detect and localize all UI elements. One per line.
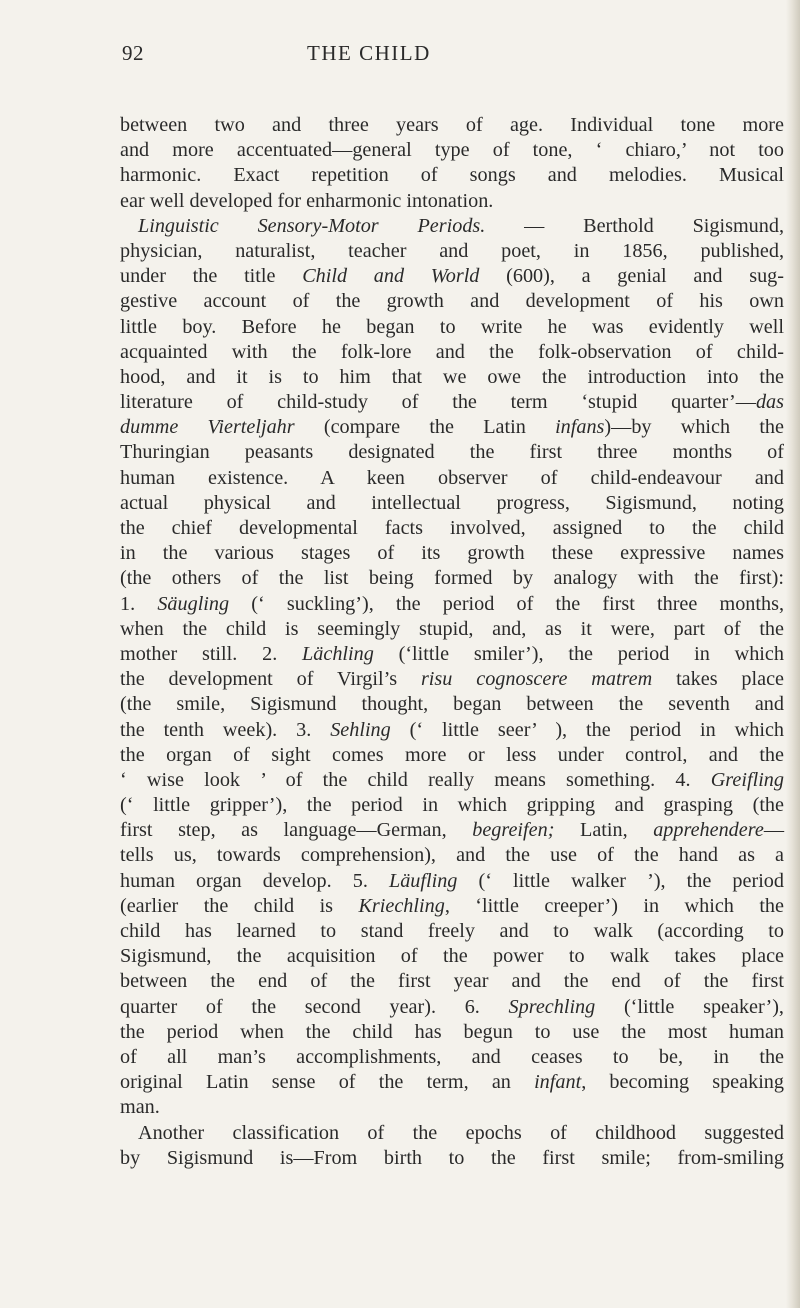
italic-term: Sprechling bbox=[508, 995, 596, 1018]
italic-term: begreifen; bbox=[472, 819, 555, 842]
text-line: hood, and it is to him that we owe the introduction into the bbox=[120, 365, 784, 388]
text-line: ear well developed for enharmonic intonation. bbox=[120, 189, 494, 212]
text-line: Another classification of the epochs of childhood suggested bbox=[138, 1121, 784, 1144]
text-line: of all man’s accomplishments, and ceases to be, in the bbox=[120, 1045, 784, 1068]
text-line: dumme Vierteljahr (compare the Latin infans)—by which the bbox=[120, 416, 784, 439]
running-head bbox=[122, 41, 682, 71]
italic-term: dumme Vierteljahr bbox=[120, 416, 295, 439]
text-line: under the title Child and World (600), a genial and sug- bbox=[120, 265, 784, 288]
text-line: ‘ wise look ’ of the child really means something. 4. Greifling bbox=[120, 768, 784, 791]
italic-term: Kriechling bbox=[358, 894, 445, 917]
text-line: and more accentuated—general type of tone, ‘ chiaro,’ not too bbox=[120, 139, 784, 162]
italic-term: Sehling bbox=[330, 718, 391, 741]
text-line: mother still. 2. Lächling (‘little smiler’), the period in which bbox=[120, 642, 784, 665]
text-line: little boy. Before he began to write he was evidently well bbox=[120, 315, 784, 338]
text-line: actual physical and intellectual progress, Sigismund, noting bbox=[120, 491, 784, 514]
text-line: Linguistic Sensory-Motor Periods. — Berthold Sigismund, bbox=[138, 214, 784, 237]
running-title: THE CHILD bbox=[307, 41, 431, 65]
text-line: man. bbox=[120, 1096, 160, 1119]
text-line: the period when the child has begun to use the most human bbox=[120, 1020, 784, 1043]
text-line: physician, naturalist, teacher and poet, in 1856, published, bbox=[120, 239, 784, 262]
text-line: human organ develop. 5. Läufling (‘ little walker ’), the period bbox=[120, 869, 784, 892]
italic-term: das bbox=[755, 391, 784, 414]
text-line: by Sigismund is—From birth to the first smile; from-smiling bbox=[120, 1146, 784, 1169]
text-line: (the others of the list being formed by analogy with the first): bbox=[120, 567, 784, 590]
text-line: quarter of the second year). 6. Sprechling (‘little speaker’), bbox=[120, 995, 784, 1018]
italic-term: Läufling bbox=[388, 869, 458, 892]
text-line: the tenth week). 3. Sehling (‘ little seer’ ), the period in which bbox=[120, 718, 785, 741]
text-line: original Latin sense of the term, an infant, becoming speaking bbox=[120, 1071, 784, 1094]
body-text bbox=[120, 113, 784, 1171]
text-line: literature of child-study of the term ‘stupid quarter’—das bbox=[120, 391, 784, 414]
text-line: harmonic. Exact repetition of songs and melodies. Musical bbox=[120, 164, 784, 187]
italic-term: risu cognoscere matrem bbox=[420, 668, 653, 691]
text-line: in the various stages of its growth these expressive names bbox=[120, 542, 784, 565]
page-number: 92 bbox=[122, 41, 144, 65]
text-line: the organ of sight comes more or less under control, and the bbox=[120, 743, 784, 766]
text-line: 1. Säugling (‘ suckling’), the period of the first three months, bbox=[120, 592, 785, 615]
text-line: between two and three years of age. Individual tone more bbox=[120, 114, 784, 136]
text-line: Thuringian peasants designated the first three months of bbox=[120, 441, 784, 464]
text-line: first step, as language—German, begreifen; Latin, apprehendere— bbox=[120, 819, 784, 842]
italic-term: Säugling bbox=[157, 592, 230, 615]
text-line: tells us, towards comprehension), and the use of the hand as a bbox=[120, 844, 784, 867]
text-line: (‘ little gripper’), the period in which gripping and grasping (the bbox=[120, 794, 784, 817]
italic-term: apprehendere bbox=[653, 819, 764, 842]
text-line: acquainted with the folk-lore and the folk-observation of child- bbox=[120, 340, 784, 363]
text-line: when the child is seemingly stupid, and, as it were, part of the bbox=[120, 617, 784, 640]
text-line: Sigismund, the acquisition of the power to walk takes place bbox=[120, 945, 784, 968]
page-edge bbox=[786, 0, 800, 1308]
text-line: gestive account of the growth and development of his own bbox=[120, 290, 784, 313]
italic-term: Child and World bbox=[302, 265, 480, 288]
text-line: (the smile, Sigismund thought, began between the seventh and bbox=[120, 693, 784, 716]
text-line: child has learned to stand freely and to walk (according to bbox=[120, 920, 784, 942]
italic-term: Lächling bbox=[302, 642, 374, 665]
italic-term: infans bbox=[555, 416, 605, 439]
text-line: the development of Virgil’s risu cognoscere matrem takes place bbox=[120, 668, 784, 691]
text-line: human existence. A keen observer of child-endeavour and bbox=[120, 466, 784, 489]
text-line: the chief developmental facts involved, assigned to the child bbox=[120, 517, 784, 539]
text-line: (earlier the child is Kriechling, ‘little creeper’) in which the bbox=[120, 894, 784, 917]
text-line: between the end of the first year and the end of the first bbox=[120, 970, 784, 993]
italic-term: Greifling bbox=[710, 768, 784, 791]
italic-term: Linguistic Sensory-Motor Periods. bbox=[138, 214, 486, 237]
italic-term: infant bbox=[534, 1071, 582, 1094]
